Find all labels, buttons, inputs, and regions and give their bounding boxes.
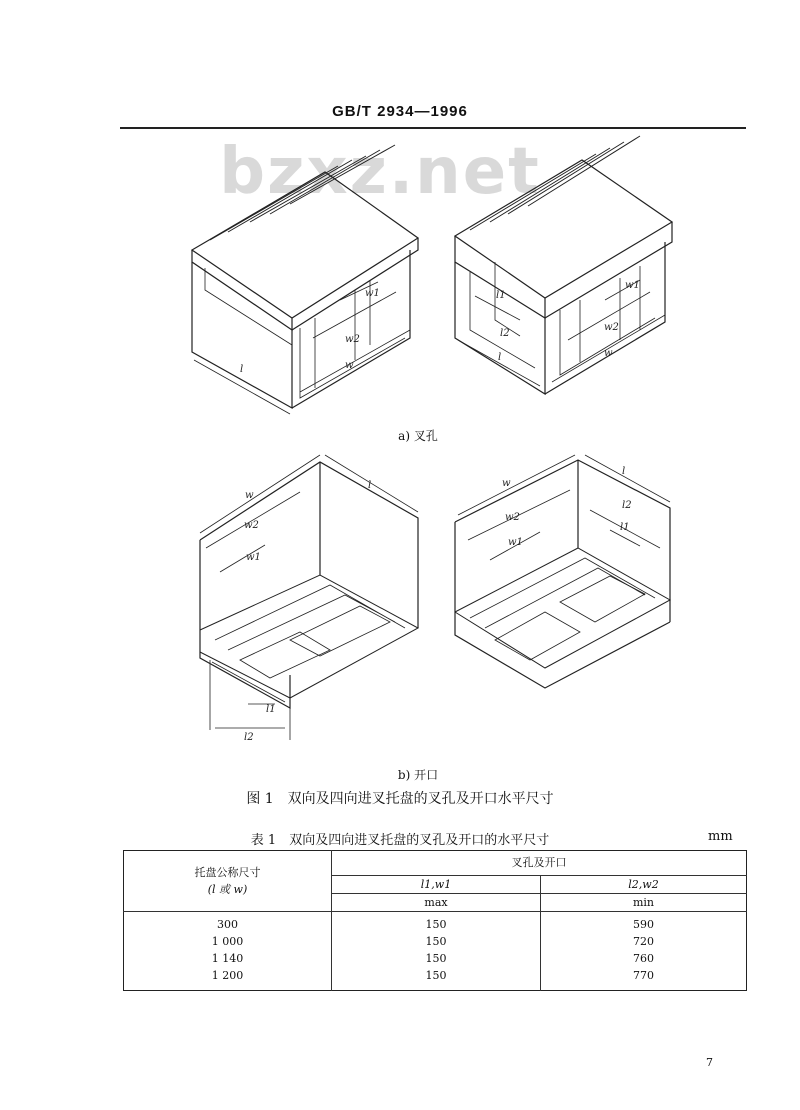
dim-label-w-b-left: w — [245, 490, 254, 501]
subcaption-a: a) 叉孔 — [398, 429, 438, 443]
dim-label-w2-b-left: w2 — [244, 520, 259, 531]
table-row — [124, 967, 747, 991]
dim-label-w1: w1 — [365, 288, 380, 299]
figure-caption: 图 1 双向及四向进叉托盘的叉孔及开口水平尺寸 — [246, 791, 554, 807]
pallet-a-left-dimensions — [194, 282, 410, 414]
watermark: bzxz.net — [219, 135, 541, 209]
table-col1-subheader: (l 或 w) — [207, 883, 248, 896]
table-row — [124, 933, 747, 950]
table-cell-min: 590 — [541, 912, 747, 934]
dim-label-w1-a-right: w1 — [625, 280, 640, 291]
page-number: 7 — [706, 1056, 713, 1069]
dim-label-w-a-right: w — [604, 348, 613, 359]
table-cell-size: 300 — [217, 918, 238, 931]
table-row — [124, 912, 747, 934]
table-row — [124, 950, 747, 967]
pallet-b-left-drawing — [200, 462, 418, 740]
data-table — [123, 850, 747, 991]
table-cell-max: 150 — [332, 950, 541, 967]
table-cell-min: 760 — [541, 950, 747, 967]
dim-label-w2-b-right: w2 — [505, 512, 520, 523]
dim-label-l-b-left: l — [368, 480, 372, 491]
dim-label-l2-a-right: l2 — [500, 328, 510, 339]
dim-label-l1-b-left: l1 — [266, 704, 276, 715]
dim-label-l2-b-right: l2 — [622, 500, 632, 511]
pallet-a-right-drawing — [455, 136, 672, 394]
pallet-b-right-dimensions — [458, 455, 670, 560]
dim-label-l: l — [240, 364, 244, 375]
table-cell-size: 1 200 — [211, 969, 244, 982]
pallet-a-right-dimensions — [458, 280, 665, 386]
table-cell-min: 770 — [541, 967, 747, 991]
table-col2-header: l1,w1 — [332, 876, 541, 894]
dim-label-w2-a-right: w2 — [604, 322, 619, 333]
table-col2-limit: max — [332, 894, 541, 912]
table-cell-size: 1 000 — [211, 935, 244, 948]
pallet-b-right-drawing — [455, 460, 670, 688]
dim-label-l-a-right: l — [498, 352, 502, 363]
table-col3-header: l2,w2 — [541, 876, 747, 894]
table-cell-size: 1 140 — [211, 952, 244, 965]
table-cell-max: 150 — [332, 912, 541, 934]
standard-code-header: GB/T 2934—1996 — [332, 103, 468, 120]
dim-label-w1-b-right: w1 — [508, 537, 523, 548]
dim-label-l1-a-right: l1 — [496, 290, 506, 301]
table-col1-header — [124, 851, 332, 912]
dim-label-l-b-right: l — [622, 466, 626, 477]
table-cell-min: 720 — [541, 933, 747, 950]
subcaption-b: b) 开口 — [397, 768, 439, 782]
table-cell-max: 150 — [332, 933, 541, 950]
dim-label-w-b-right: w — [502, 478, 511, 489]
dim-label-w2: w2 — [345, 334, 360, 345]
table-cell-max: 150 — [332, 967, 541, 991]
table-col3-limit: min — [541, 894, 747, 912]
table-unit: mm — [708, 829, 733, 844]
dim-label-l1-b-right: l1 — [620, 522, 630, 533]
dim-label-l2-b-left: l2 — [244, 732, 254, 743]
table-group-header: 叉孔及开口 — [332, 851, 747, 876]
dim-label-w1-b-left: w1 — [246, 552, 261, 563]
pallet-a-left-drawing — [192, 145, 418, 408]
table-caption: 表 1 双向及四向进叉托盘的叉孔及开口的水平尺寸 — [250, 833, 550, 848]
dim-label-w: w — [345, 360, 354, 371]
table-col1-header-text: 托盘公称尺寸 — [194, 866, 261, 879]
